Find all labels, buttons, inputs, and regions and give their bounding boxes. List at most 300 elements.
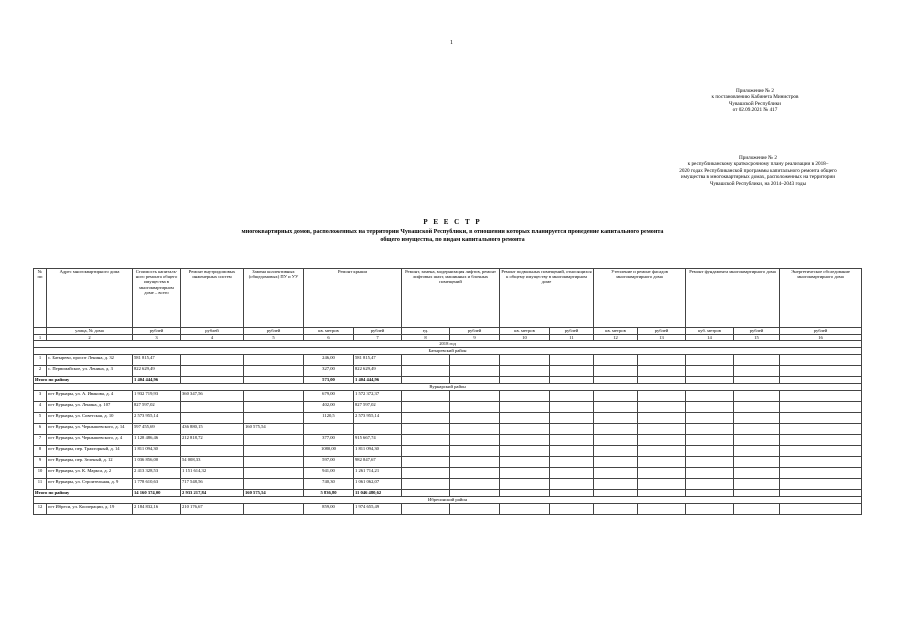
unit-cell: рублей [638,328,686,335]
row-number: 3 [34,391,47,402]
empty-cell [550,377,594,384]
empty-cell [638,424,686,435]
table-row [34,504,862,515]
row-number: 2 [34,366,47,377]
unit-cell: рублей [734,328,780,335]
empty-cell [500,377,550,384]
unit-cell: рублей [550,328,594,335]
row-roof-cost: 1 974 655,49 [354,504,402,515]
empty-cell [500,435,550,446]
empty-cell [450,457,500,468]
column-number: 3 [133,335,181,341]
empty-cell [500,479,550,490]
empty-cell [550,457,594,468]
empty-cell [550,479,594,490]
table-row [34,424,862,435]
total-engineering: 2 933 217,84 [181,490,244,497]
empty-cell [450,435,500,446]
row-roof-area: 1080,00 [304,446,354,457]
row-meters [244,468,304,479]
unit-cell: рублей [181,328,244,335]
empty-cell [686,413,734,424]
empty-cell [638,435,686,446]
empty-cell [686,402,734,413]
row-roof-area: 859,00 [304,504,354,515]
empty-cell [500,457,550,468]
column-number: 12 [594,335,638,341]
empty-cell [402,468,450,479]
empty-cell [500,504,550,515]
empty-cell [780,424,862,435]
empty-cell [402,366,450,377]
empty-cell [734,504,780,515]
empty-cell [734,391,780,402]
empty-cell [500,413,550,424]
empty-cell [594,366,638,377]
row-engineering [181,413,244,424]
empty-cell [550,468,594,479]
empty-cell [638,402,686,413]
total-label: Итого по району [34,490,133,497]
row-engineering: 717 548,56 [181,479,244,490]
column-number: 14 [686,335,734,341]
empty-cell [500,446,550,457]
empty-cell [686,391,734,402]
row-roof-cost: 2 573 955,14 [354,413,402,424]
empty-cell [594,435,638,446]
empty-cell [638,366,686,377]
row-roof-area: 1120,5 [304,413,354,424]
empty-cell [402,355,450,366]
row-roof-area: 679,00 [304,391,354,402]
empty-cell [594,391,638,402]
empty-cell [402,413,450,424]
row-meters [244,391,304,402]
header-no: № пп [34,269,47,328]
column-number: 7 [354,335,402,341]
row-address: пгт Вурнары, ул. Чернышевского, д. 14 [47,424,133,435]
district-row [34,348,862,355]
row-address: пгт Вурнары, ул. Советская, д. 10 [47,413,133,424]
row-roof-cost: 822 629,49 [354,366,402,377]
empty-cell [780,446,862,457]
column-number: 16 [780,335,862,341]
table-row [34,479,862,490]
units-empty [34,328,47,335]
document-subtitle-line2: общего имущества, по видам капитального ремонта [380,237,525,243]
column-number: 1 [34,335,47,341]
row-number: 10 [34,468,47,479]
row-engineering [181,402,244,413]
empty-cell [734,413,780,424]
row-number: 11 [34,479,47,490]
empty-cell [550,355,594,366]
row-address: пгт Вурнары, ул. Ленина, д. 107 [47,402,133,413]
header-engineering: Ремонт внутридомовых инженерных систем [181,269,244,328]
unit-cell: улица, № дома [47,328,133,335]
empty-cell [402,457,450,468]
row-roof-area: 327,00 [304,366,354,377]
table-row [34,446,862,457]
empty-cell [450,391,500,402]
row-cost: 827 597,02 [133,402,181,413]
empty-cell [734,446,780,457]
header-facade: Утепление и ремонт фасадов многоквартирного дома [594,269,686,328]
empty-cell [500,402,550,413]
unit-cell: кв. метров [594,328,638,335]
empty-cell [638,377,686,384]
district-name: Вурнарский район [34,384,862,391]
row-meters [244,435,304,446]
empty-cell [450,424,500,435]
table-row [34,391,862,402]
appendix-original [668,155,848,187]
table-row [34,468,862,479]
unit-cell: кв. метров [304,328,354,335]
empty-cell [780,402,862,413]
row-roof-cost: 1 572 372,37 [354,391,402,402]
empty-cell [780,479,862,490]
row-roof-area: 402,00 [304,402,354,413]
empty-cell [450,355,500,366]
empty-cell [500,366,550,377]
row-roof-area [304,424,354,435]
empty-cell [402,446,450,457]
table-row [34,355,862,366]
unit-cell: рублей [354,328,402,335]
empty-cell [686,377,734,384]
unit-cell: кв. метров [500,328,550,335]
empty-cell [402,504,450,515]
empty-cell [402,490,450,497]
empty-cell [402,391,450,402]
total-roof-area: 573,00 [304,377,354,384]
row-roof-cost: 827 597,02 [354,402,402,413]
appendix-line: к республиканскому краткосрочному плану реализации в 2018– [687,161,829,168]
empty-cell [780,413,862,424]
empty-cell [402,479,450,490]
unit-cell: рублей [780,328,862,335]
total-meters [244,377,304,384]
column-number: 4 [181,335,244,341]
total-meters: 160 575,54 [244,490,304,497]
empty-cell [402,402,450,413]
row-engineering: 1 151 614,32 [181,468,244,479]
empty-cell [638,468,686,479]
row-meters [244,402,304,413]
empty-cell [550,446,594,457]
header-energy: Энергетическое обследование многоквартирного дома [780,269,862,328]
row-address: с. Первомайское, ул. Ленина, д. 3 [47,366,133,377]
row-address: пгт Вурнары, ул. К. Маркса, д. 2 [47,468,133,479]
row-number: 8 [34,446,47,457]
empty-cell [550,504,594,515]
document-heading: Р Е Е С Т Р [423,218,482,226]
unit-cell: рублей [133,328,181,335]
row-address: пгт Вурнары, ул. Строительная, д. 9 [47,479,133,490]
row-cost: 1 932 719,93 [133,391,181,402]
empty-cell [780,377,862,384]
row-number: 12 [34,504,47,515]
empty-cell [450,504,500,515]
empty-cell [594,479,638,490]
column-number: 5 [244,335,304,341]
empty-cell [402,435,450,446]
row-meters [244,479,304,490]
header-row [34,269,862,328]
header-foundation: Ремонт фундамента многоквартирного дома [686,269,780,328]
units-row [34,328,862,335]
row-cost: 1 778 610,63 [133,479,181,490]
row-roof-area: 740,30 [304,479,354,490]
unit-cell: рублей [244,328,304,335]
district-row [34,497,862,504]
empty-cell [500,490,550,497]
empty-cell [594,402,638,413]
column-number: 10 [500,335,550,341]
row-roof-cost: 1 061 062,07 [354,479,402,490]
row-meters [244,366,304,377]
district-name: Ибресинский район [34,497,862,504]
table-row [34,366,862,377]
empty-cell [734,468,780,479]
header-meters: Замена коллективных (общедомовых) ПУ и УУ [244,269,304,328]
empty-cell [594,446,638,457]
empty-cell [402,377,450,384]
row-roof-cost: 982 847,67 [354,457,402,468]
row-roof-cost: 581 815,47 [354,355,402,366]
appendix-line: Приложение № 2 [736,88,774,94]
total-roof-cost: 11 046 480,62 [354,490,402,497]
row-cost: 597 455,69 [133,424,181,435]
empty-cell [500,424,550,435]
empty-cell [638,490,686,497]
row-meters [244,504,304,515]
row-roof-area: 246,00 [304,355,354,366]
empty-cell [780,366,862,377]
empty-cell [550,391,594,402]
empty-cell [780,468,862,479]
row-roof-cost [354,424,402,435]
empty-cell [450,479,500,490]
total-engineering [181,377,244,384]
appendix-line: Чувашской Республики [729,100,781,107]
row-address: пгт Вурнары, пер. Зеленый, д. 12 [47,457,133,468]
row-engineering [181,355,244,366]
total-row [34,377,862,384]
empty-cell [450,377,500,384]
empty-cell [780,504,862,515]
row-cost: 2 573 955,14 [133,413,181,424]
header-address: Адрес многоквартирного дома [47,269,133,328]
row-address: пгт Вурнары, ул. Чернышевского, д. 4 [47,435,133,446]
row-cost: 2 184 832,16 [133,504,181,515]
table-row [34,435,862,446]
empty-cell [550,490,594,497]
empty-cell [686,366,734,377]
empty-cell [450,490,500,497]
row-roof-cost: 1 261 714,21 [354,468,402,479]
row-number: 7 [34,435,47,446]
column-number: 13 [638,335,686,341]
row-address: пгт Ибреси, ул. Кооперации, д. 19 [47,504,133,515]
appendix-line: от 02.09.2021 № 417 [732,107,778,114]
empty-cell [686,435,734,446]
row-roof-cost: 1 811 094,30 [354,446,402,457]
empty-cell [686,446,734,457]
empty-cell [686,479,734,490]
empty-cell [686,355,734,366]
empty-cell [734,377,780,384]
empty-cell [450,446,500,457]
table-row [34,402,862,413]
row-engineering [181,446,244,457]
row-meters [244,457,304,468]
row-address: с. Батырево, проспт Ленина, д. 32 [47,355,133,366]
empty-cell [686,468,734,479]
total-row [34,490,862,497]
row-cost: 581 815,47 [133,355,181,366]
empty-cell [550,413,594,424]
empty-cell [734,479,780,490]
row-address: пгт Вурнары, пер. Тракторный, д. 14 [47,446,133,457]
row-cost: 822 629,49 [133,366,181,377]
column-number: 8 [402,335,450,341]
empty-cell [780,490,862,497]
empty-cell [594,468,638,479]
header-basement: Ремонт подвальных помещений, относящихся к общему имуществу в многоквартирном доме [500,269,594,328]
appendix-line: имущества в многоквартирных домах, расположенных на территории [680,174,836,181]
row-engineering [181,366,244,377]
empty-cell [450,468,500,479]
empty-cell [638,355,686,366]
total-cost: 1 404 444,96 [133,377,181,384]
header-roof: Ремонт крыши [304,269,402,328]
empty-cell [594,413,638,424]
row-cost: 2 413 328,53 [133,468,181,479]
header-lift: Ремонт, замена, модернизация лифтов, ремонт лифтовых шахт, машинных и блочных помещений [402,269,500,328]
row-engineering: 360 347,56 [181,391,244,402]
empty-cell [686,457,734,468]
document-subtitle-line1: многоквартирных домов, расположенных на территории Чувашской Республики, в отношении которых планируется проведение капитального ремонта [241,229,664,235]
row-engineering: 54 008,33 [181,457,244,468]
year-label: 2018 год [34,341,862,348]
appendix-line: 2020 годах Республиканской программы капитального ремонта общего [679,167,837,174]
empty-cell [450,413,500,424]
row-number: 9 [34,457,47,468]
empty-cell [734,424,780,435]
row-meters [244,446,304,457]
row-cost: 1 128 486,46 [133,435,181,446]
table-row [34,413,862,424]
row-number: 4 [34,402,47,413]
empty-cell [734,457,780,468]
empty-cell [734,490,780,497]
unit-cell: рублей [450,328,500,335]
empty-cell [780,435,862,446]
empty-cell [734,402,780,413]
column-number: 15 [734,335,780,341]
row-number: 6 [34,424,47,435]
total-roof-area: 5 836,80 [304,490,354,497]
column-number: 9 [450,335,500,341]
district-row [34,384,862,391]
total-label: Итого по району [34,377,133,384]
unit-cell: куб. метров [686,328,734,335]
appendix-line: Чувашской Республики, на 2014–2043 годы [709,180,807,187]
empty-cell [450,366,500,377]
empty-cell [594,504,638,515]
row-engineering: 436 880,15 [181,424,244,435]
row-meters [244,413,304,424]
page-number: 1 [450,40,453,46]
empty-cell [500,391,550,402]
empty-cell [686,504,734,515]
row-cost: 1 036 856,00 [133,457,181,468]
empty-cell [638,446,686,457]
row-roof-cost: 915 667,74 [354,435,402,446]
row-number: 1 [34,355,47,366]
empty-cell [500,468,550,479]
row-meters [244,355,304,366]
year-row [34,341,862,348]
empty-cell [638,391,686,402]
empty-cell [780,457,862,468]
row-meters: 160 575,54 [244,424,304,435]
empty-cell [550,366,594,377]
empty-cell [500,355,550,366]
empty-cell [780,355,862,366]
column-number: 2 [47,335,133,341]
empty-cell [638,504,686,515]
empty-cell [594,490,638,497]
row-number: 5 [34,413,47,424]
column-number: 6 [304,335,354,341]
appendix-line: Приложение № 2 [739,155,777,161]
empty-cell [594,377,638,384]
empty-cell [550,402,594,413]
empty-cell [734,355,780,366]
empty-cell [638,479,686,490]
empty-cell [780,391,862,402]
table-row [34,457,862,468]
row-roof-area: 941,00 [304,468,354,479]
appendix-line: к постановлению Кабинета Министров [711,94,799,101]
empty-cell [550,435,594,446]
empty-cell [734,435,780,446]
empty-cell [594,355,638,366]
row-engineering: 210 176,67 [181,504,244,515]
empty-cell [594,457,638,468]
empty-cell [686,424,734,435]
empty-cell [594,424,638,435]
empty-cell [550,424,594,435]
row-engineering: 212 818,72 [181,435,244,446]
empty-cell [638,413,686,424]
unit-cell: ед. [402,328,450,335]
empty-cell [686,490,734,497]
empty-cell [734,366,780,377]
empty-cell [638,457,686,468]
empty-cell [450,402,500,413]
district-name: Батыревский район [34,348,862,355]
row-cost: 1 811 094,30 [133,446,181,457]
empty-cell [402,424,450,435]
row-roof-area: 377,00 [304,435,354,446]
column-number: 11 [550,335,594,341]
registry-table [33,268,862,515]
row-address: пгт Вурнары, ул. А. Иванова, д. 4 [47,391,133,402]
